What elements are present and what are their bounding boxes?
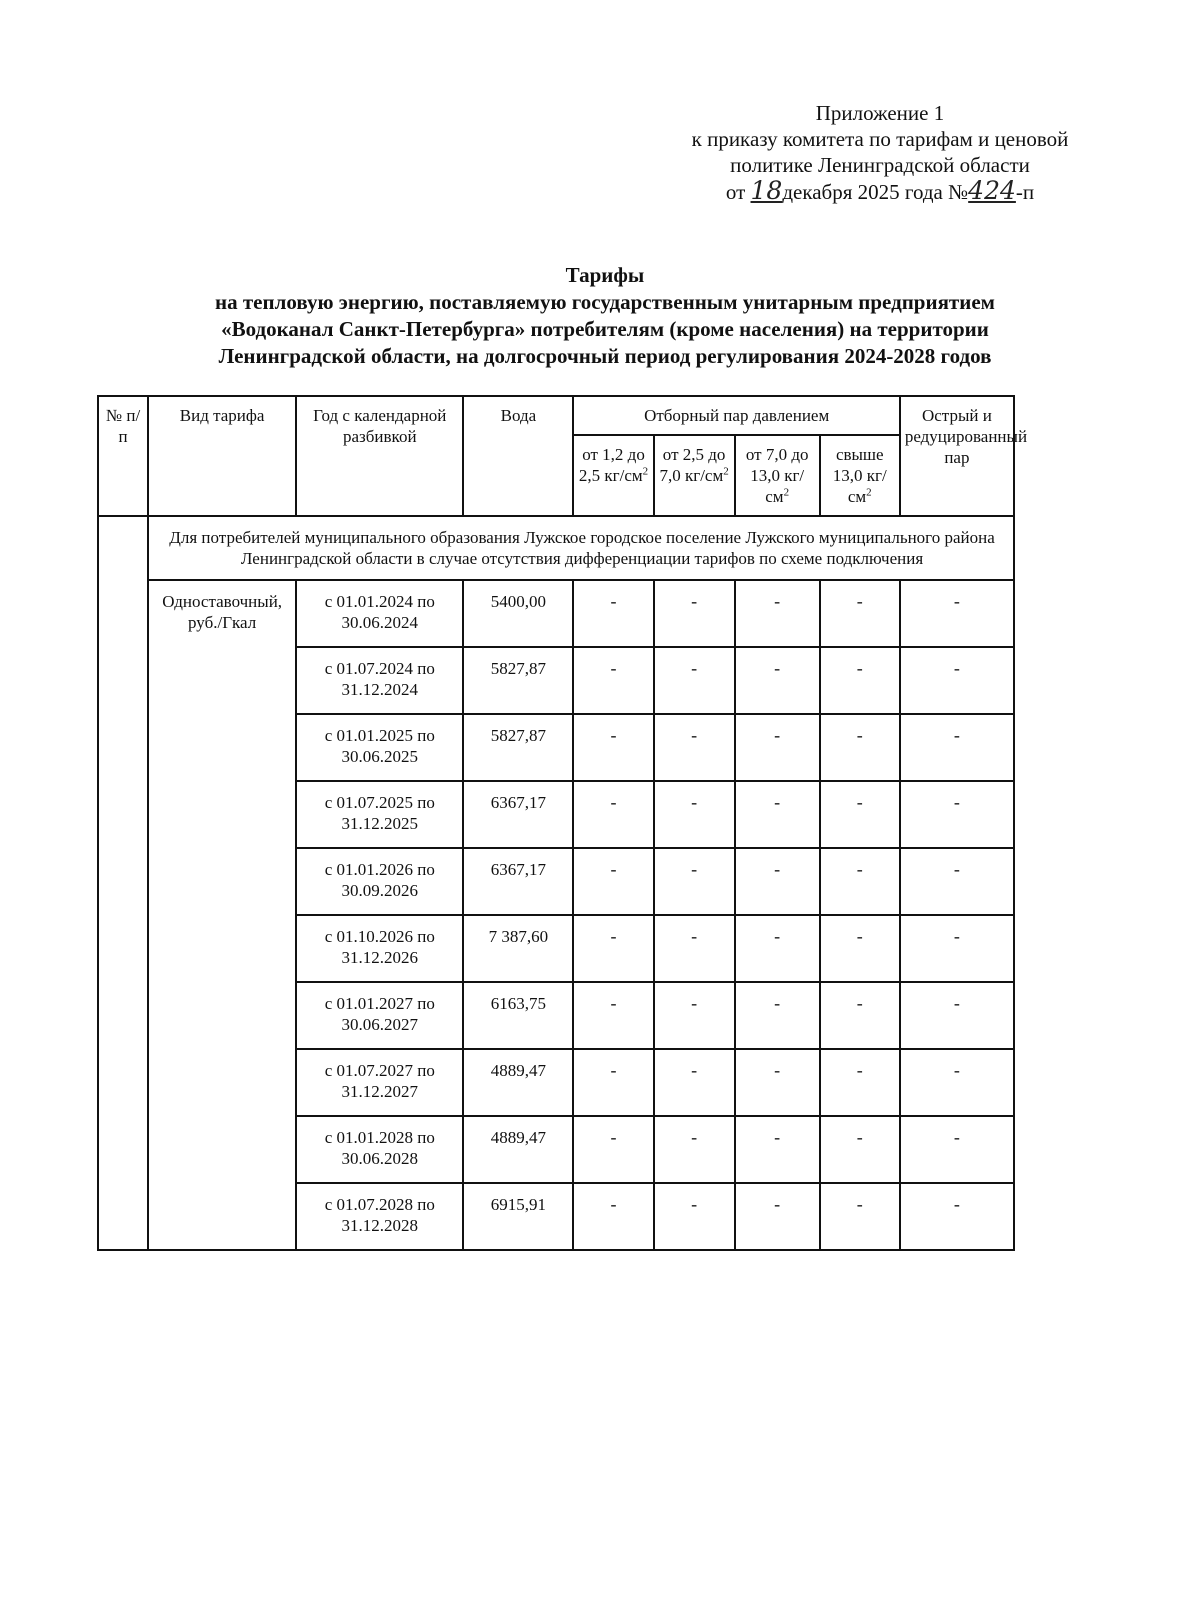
water-cell: 4889,47 xyxy=(463,1116,573,1183)
period-cell: с 01.01.2026 по 30.09.2026 xyxy=(296,848,463,915)
period-cell: с 01.07.2025 по 31.12.2025 xyxy=(296,781,463,848)
empty-value-cell: - xyxy=(735,848,820,915)
title-line-1: на тепловую энергию, поставляемую государственным унитарным предприятием xyxy=(215,290,995,314)
empty-value-cell: - xyxy=(900,714,1014,781)
empty-value-cell: - xyxy=(820,647,900,714)
empty-value-cell: - xyxy=(900,1116,1014,1183)
header-steam-2 xyxy=(654,435,735,516)
header-steam-2-text: от 2,5 до 7,0 кг/см xyxy=(659,445,726,485)
empty-value-cell: - xyxy=(900,580,1014,647)
empty-value-cell: - xyxy=(573,647,653,714)
empty-value-cell: - xyxy=(654,580,735,647)
empty-value-cell: - xyxy=(735,1116,820,1183)
empty-value-cell: - xyxy=(820,915,900,982)
group-row xyxy=(98,516,1014,580)
water-cell: 5400,00 xyxy=(463,580,573,647)
empty-value-cell: - xyxy=(820,781,900,848)
empty-value-cell: - xyxy=(735,982,820,1049)
appendix-date-line xyxy=(620,178,1140,205)
empty-value-cell: - xyxy=(573,1049,653,1116)
header-num: № п/п xyxy=(98,396,148,516)
empty-value-cell: - xyxy=(820,848,900,915)
empty-value-cell: - xyxy=(900,781,1014,848)
header-steam-group: Отборный пар давлением xyxy=(573,396,899,435)
document-title xyxy=(110,262,1100,370)
header-steam-1-text: от 1,2 до 2,5 кг/см xyxy=(578,445,645,485)
water-cell: 7 387,60 xyxy=(463,915,573,982)
appendix-line-2: к приказу комитета по тарифам и ценовой xyxy=(691,127,1069,151)
empty-value-cell: - xyxy=(735,580,820,647)
header-steam-1-sup: 2 xyxy=(642,465,649,478)
empty-value-cell: - xyxy=(573,580,653,647)
empty-value-cell: - xyxy=(735,781,820,848)
header-steam-4 xyxy=(820,435,900,516)
header-steam-3-text: от 7,0 до 13,0 кг/см xyxy=(745,445,809,506)
empty-value-cell: - xyxy=(820,580,900,647)
header-steam-3 xyxy=(735,435,820,516)
period-cell: с 01.07.2024 по 31.12.2024 xyxy=(296,647,463,714)
header-steam-1 xyxy=(573,435,653,516)
empty-value-cell: - xyxy=(900,915,1014,982)
appendix-header xyxy=(620,100,1140,205)
empty-value-cell: - xyxy=(573,982,653,1049)
header-steam-2-sup: 2 xyxy=(723,465,729,478)
empty-value-cell: - xyxy=(654,647,735,714)
empty-value-cell: - xyxy=(735,714,820,781)
handwritten-number: 424 xyxy=(968,176,1016,205)
empty-value-cell: - xyxy=(735,915,820,982)
empty-value-cell: - xyxy=(654,1116,735,1183)
date-prefix: от xyxy=(725,180,751,204)
period-cell: с 01.07.2027 по 31.12.2027 xyxy=(296,1049,463,1116)
empty-value-cell: - xyxy=(573,915,653,982)
empty-value-cell: - xyxy=(573,781,653,848)
period-cell: с 01.01.2027 по 30.06.2027 xyxy=(296,982,463,1049)
empty-value-cell: - xyxy=(654,915,735,982)
number-suffix: -п xyxy=(1015,180,1035,204)
empty-value-cell: - xyxy=(820,1183,900,1250)
header-steam-4-text: свыше 13,0 кг/см xyxy=(832,445,887,506)
empty-value-cell: - xyxy=(735,647,820,714)
empty-value-cell: - xyxy=(654,1183,735,1250)
title-heading: Тарифы xyxy=(565,263,645,287)
empty-value-cell: - xyxy=(820,1049,900,1116)
empty-value-cell: - xyxy=(900,982,1014,1049)
empty-value-cell: - xyxy=(900,647,1014,714)
title-line-3: Ленинградской области, на долгосрочный период регулирования 2024-2028 годов xyxy=(218,344,992,368)
tariff-table xyxy=(97,395,1028,1251)
empty-value-cell: - xyxy=(820,982,900,1049)
empty-value-cell: - xyxy=(900,1183,1014,1250)
water-cell: 5827,87 xyxy=(463,714,573,781)
empty-value-cell: - xyxy=(654,781,735,848)
water-cell: 6367,17 xyxy=(463,848,573,915)
water-cell: 4889,47 xyxy=(463,1049,573,1116)
empty-value-cell: - xyxy=(573,848,653,915)
header-steam-3-sup: 2 xyxy=(783,486,790,499)
header-year: Год с календарной разбивкой xyxy=(296,396,463,516)
empty-value-cell: - xyxy=(900,1049,1014,1116)
empty-value-cell: - xyxy=(820,1116,900,1183)
empty-value-cell: - xyxy=(573,1183,653,1250)
date-middle: декабря 2025 года № xyxy=(782,180,969,204)
empty-value-cell: - xyxy=(735,1049,820,1116)
header-steam-4-sup: 2 xyxy=(866,486,872,499)
period-cell: с 01.10.2026 по 31.12.2026 xyxy=(296,915,463,982)
period-cell: с 01.01.2028 по 30.06.2028 xyxy=(296,1116,463,1183)
appendix-line-1: Приложение 1 xyxy=(815,101,945,125)
empty-value-cell: - xyxy=(654,848,735,915)
water-cell: 6367,17 xyxy=(463,781,573,848)
empty-value-cell: - xyxy=(820,714,900,781)
empty-value-cell: - xyxy=(735,1183,820,1250)
num-cell xyxy=(98,516,148,1250)
water-cell: 6163,75 xyxy=(463,982,573,1049)
table-row xyxy=(98,580,1014,647)
water-cell: 6915,91 xyxy=(463,1183,573,1250)
header-water: Вода xyxy=(463,396,573,516)
period-cell: с 01.07.2028 по 31.12.2028 xyxy=(296,1183,463,1250)
period-cell: с 01.01.2025 по 30.06.2025 xyxy=(296,714,463,781)
header-tariff-type: Вид тарифа xyxy=(148,396,296,516)
empty-value-cell: - xyxy=(573,1116,653,1183)
empty-value-cell: - xyxy=(654,982,735,1049)
empty-value-cell: - xyxy=(573,714,653,781)
header-sharp-steam: Острый и редуцированный пар xyxy=(900,396,1014,516)
empty-value-cell: - xyxy=(900,848,1014,915)
appendix-line-3: политике Ленинградской области xyxy=(730,153,1030,177)
empty-value-cell: - xyxy=(654,1049,735,1116)
empty-value-cell: - xyxy=(654,714,735,781)
tariff-type-cell: Одноставочный, руб./Гкал xyxy=(148,580,296,1250)
group-description: Для потребителей муниципального образования Лужское городское поселение Лужского муниципального района Ленинградской области в случае отсутствия дифференциации тарифов по схеме подключения xyxy=(148,516,1014,580)
title-line-2: «Водоканал Санкт-Петербурга» потребителям (кроме населения) на территории xyxy=(221,317,989,341)
handwritten-day: 18 xyxy=(750,176,783,205)
period-cell: с 01.01.2024 по 30.06.2024 xyxy=(296,580,463,647)
header-row xyxy=(98,396,1014,435)
water-cell: 5827,87 xyxy=(463,647,573,714)
